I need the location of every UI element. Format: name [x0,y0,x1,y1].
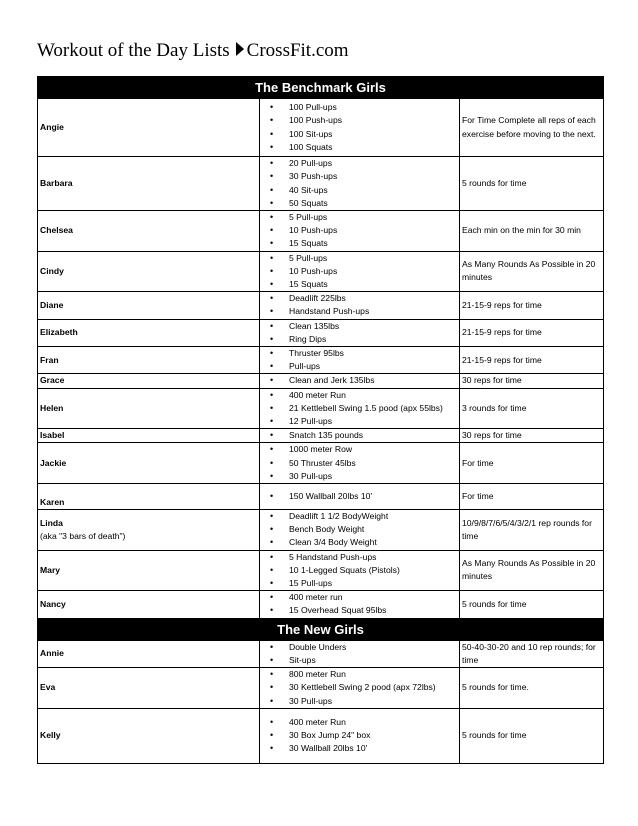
workout-name-cell [38,640,260,667]
list-item: • Handstand Push-ups [262,305,457,318]
workout-name: Kelly [40,730,61,741]
workout-name: Isabel [40,430,65,441]
movements-list [262,429,457,442]
list-item: • Pull-ups [262,360,457,373]
list-item: • 800 meter Run [262,668,457,681]
workout-name: Angie [40,121,64,132]
list-item: • 400 meter Run [262,389,457,402]
list-item: • 10 1-Legged Squats (Pistols) [262,564,457,577]
list-item: • 400 meter Run [262,716,457,729]
workout-name-cell [38,292,260,319]
list-item: • 30 Wallball 20lbs 10' [262,742,457,755]
list-item: • 1000 meter Row [262,443,457,456]
movements-list [262,591,457,617]
movements-list [262,716,457,756]
list-item: • 15 Squats [262,278,457,291]
movements-list [262,374,457,387]
movements-list [262,157,457,210]
list-item: • Thruster 95lbs [262,347,457,360]
scheme-cell: As Many Rounds As Possible in 20 minutes [460,251,604,292]
movements-list [262,101,457,154]
scheme-cell: As Many Rounds As Possible in 20 minutes [460,550,604,591]
list-item: • Ring Dips [262,333,457,346]
movements-list [262,389,457,429]
workout-note: (aka "3 bars of death") [40,530,126,541]
list-item: • Snatch 135 pounds [262,429,457,442]
movements-cell [260,640,460,667]
table-row [38,347,604,374]
table-row [38,99,604,157]
scheme-cell: 5 rounds for time [460,591,604,618]
section-header [38,77,604,99]
scheme-cell: 5 rounds for time. [460,668,604,709]
movements-cell [260,374,460,388]
table-row [38,443,604,484]
list-item: • Deadlift 225lbs [262,292,457,305]
list-item: • 30 Box Jump 24" box [262,729,457,742]
list-item: • Deadlift 1 1/2 BodyWeight [262,510,457,523]
movements-cell [260,429,460,443]
workout-name-cell [38,668,260,709]
list-item: • 100 Squats [262,141,457,154]
movements-list [262,510,457,550]
table-row [38,388,604,429]
list-item: • 150 Wallball 20lbs 10' [262,490,457,503]
workout-table [37,76,604,764]
crossfit-link[interactable]: CrossFit.com [246,40,349,61]
movements-list [262,551,457,591]
scheme-cell: Each min on the min for 30 min [460,211,604,252]
list-item: • Bench Body Weight [262,523,457,536]
table-row [38,668,604,709]
page-title [37,40,349,62]
workout-name-cell [38,591,260,618]
movements-list [262,347,457,373]
workout-name-cell [38,319,260,346]
list-item: • 10 Push-ups [262,265,457,278]
list-item: • 50 Thruster 45lbs [262,457,457,470]
workout-name-cell [38,429,260,443]
movements-list [262,641,457,667]
scheme-cell: For Time Complete all reps of each exercise before moving to the next. [460,99,604,157]
table-row [38,211,604,252]
movements-cell [260,251,460,292]
table-row [38,251,604,292]
movements-cell [260,510,460,551]
list-item: • Clean 135lbs [262,320,457,333]
list-item: • 15 Squats [262,237,457,250]
movements-cell [260,319,460,346]
movements-cell [260,550,460,591]
list-item: • 5 Pull-ups [262,211,457,224]
list-item: • 30 Pull-ups [262,470,457,483]
table-row [38,484,604,510]
list-item: • 21 Kettlebell Swing 1.5 pood (apx 55lbs) [262,402,457,415]
movements-cell [260,591,460,618]
workout-name: Cindy [40,265,64,276]
movements-list [262,443,457,483]
table-row [38,640,604,667]
workout-name-cell [38,347,260,374]
workout-name: Annie [40,648,64,659]
list-item: • 12 Pull-ups [262,415,457,428]
workout-name-cell [38,443,260,484]
table-row [38,319,604,346]
workout-name-cell [38,484,260,510]
workout-name: Linda [40,517,63,528]
arrow-right-icon [236,42,244,56]
movements-cell [260,484,460,510]
table-row [38,591,604,618]
list-item: • 15 Pull-ups [262,577,457,590]
movements-cell [260,99,460,157]
list-item: • 5 Handstand Push-ups [262,551,457,564]
table-row [38,510,604,551]
list-item: • Clean and Jerk 135lbs [262,374,457,387]
scheme-cell: 5 rounds for time [460,157,604,211]
workout-name: Diane [40,299,64,310]
list-item: • 20 Pull-ups [262,157,457,170]
workout-name-cell [38,374,260,388]
workout-name-cell [38,211,260,252]
workout-name: Chelsea [40,225,73,236]
table-row [38,550,604,591]
table-row [38,374,604,388]
list-item: • 100 Pull-ups [262,101,457,114]
movements-list [262,292,457,318]
movements-cell [260,668,460,709]
workout-name: Jackie [40,457,67,468]
section-heading: The New Girls [38,618,604,640]
workout-name: Fran [40,354,59,365]
scheme-cell: 30 reps for time [460,429,604,443]
scheme-cell: 3 rounds for time [460,388,604,429]
list-item: • 40 Sit-ups [262,184,457,197]
list-item: • 100 Sit-ups [262,128,457,141]
scheme-cell: 21-15-9 reps for time [460,292,604,319]
movements-list [262,252,457,292]
movements-cell [260,443,460,484]
workout-name: Barbara [40,177,73,188]
workout-name-cell [38,388,260,429]
list-item: • Double Unders [262,641,457,654]
list-item: • Clean 3/4 Body Weight [262,536,457,549]
list-item: • 5 Pull-ups [262,252,457,265]
workout-name: Grace [40,375,65,386]
list-item: • 30 Pull-ups [262,695,457,708]
workout-name: Elizabeth [40,327,78,338]
scheme-cell: 21-15-9 reps for time [460,319,604,346]
movements-cell [260,708,460,763]
movements-cell [260,347,460,374]
movements-cell [260,157,460,211]
table-row [38,157,604,211]
scheme-cell: For time [460,443,604,484]
scheme-cell: For time [460,484,604,510]
list-item: • 10 Push-ups [262,224,457,237]
workout-name-cell [38,157,260,211]
workout-name: Mary [40,564,61,575]
table-row [38,429,604,443]
movements-list [262,320,457,346]
workout-name-cell [38,550,260,591]
workout-name-cell [38,251,260,292]
workout-name: Eva [40,682,56,693]
scheme-cell: 5 rounds for time [460,708,604,763]
movements-list [262,211,457,251]
movements-cell [260,292,460,319]
table-row [38,708,604,763]
scheme-cell: 50-40-30-20 and 10 rep rounds; for time [460,640,604,667]
scheme-cell: 21-15-9 reps for time [460,347,604,374]
section-heading: The Benchmark Girls [38,77,604,99]
workout-name: Nancy [40,598,66,609]
workout-name: Helen [40,402,64,413]
list-item: • Sit-ups [262,654,457,667]
list-item: • 50 Squats [262,197,457,210]
workout-name-cell [38,510,260,551]
scheme-cell: 10/9/8/7/6/5/4/3/2/1 rep rounds for time [460,510,604,551]
list-item: • 30 Push-ups [262,170,457,183]
list-item: • 400 meter run [262,591,457,604]
title-text: Workout of the Day Lists [37,40,230,61]
workout-name-cell [38,708,260,763]
movements-list [262,668,457,708]
workout-name: Karen [40,496,65,507]
workout-name-cell [38,99,260,157]
movements-cell [260,211,460,252]
table-row [38,292,604,319]
section-header [38,618,604,640]
movements-cell [260,388,460,429]
list-item: • 30 Kettlebell Swing 2 pood (apx 72lbs) [262,681,457,694]
movements-list [262,490,457,503]
list-item: • 100 Push-ups [262,114,457,127]
list-item: • 15 Overhead Squat 95lbs [262,604,457,617]
scheme-cell: 30 reps for time [460,374,604,388]
